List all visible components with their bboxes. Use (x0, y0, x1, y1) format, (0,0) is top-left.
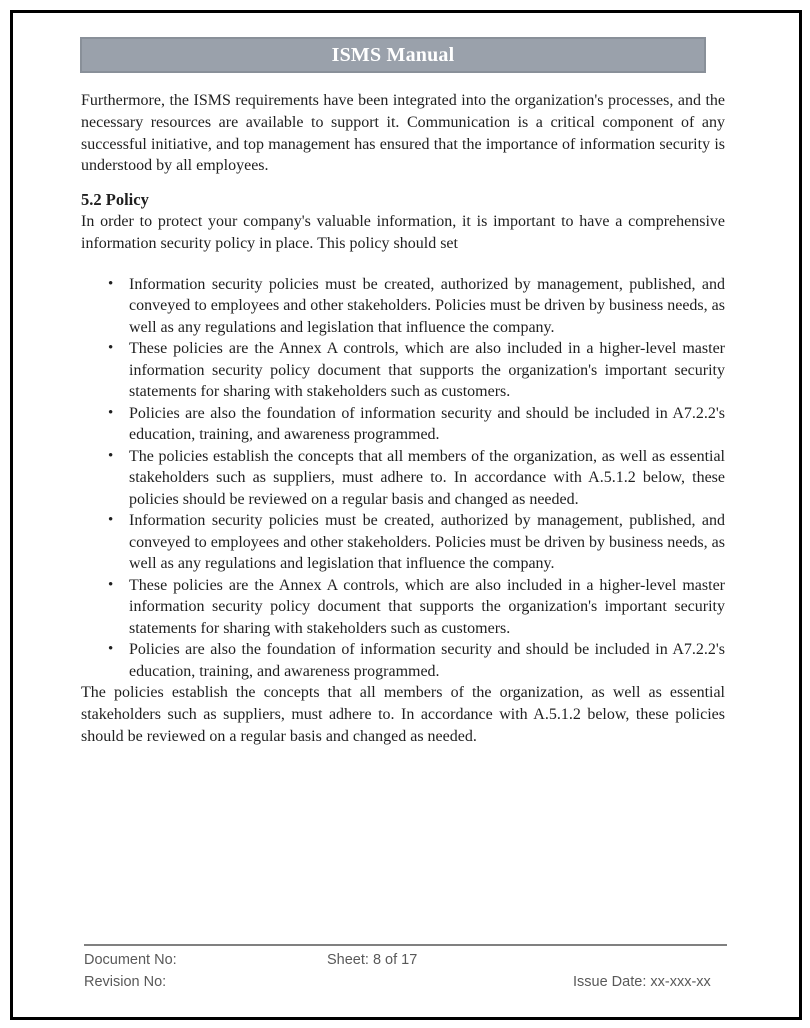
footer-spacer (573, 949, 727, 971)
bullet-icon: • (108, 340, 114, 357)
bullet-icon: • (108, 275, 114, 292)
title-banner (80, 37, 706, 73)
bullet-text: These policies are the Annex A controls, which are also included in a higher-level master information security policy document that supports the organization's important security statements for sharing with stakeholders such as customers. (129, 340, 725, 401)
policy-bullet-item (81, 510, 725, 575)
bullet-icon: • (108, 404, 114, 421)
bullet-text: The policies establish the concepts that all members of the organization, as well as essential stakeholders such as suppliers, must adhere to. In accordance with A.5.1.2 below, these policies should be reviewed on a regular basis and changed as needed. (129, 447, 725, 508)
issue-date-label: Issue Date: xx-xxx-xx (573, 974, 711, 990)
bullet-text: These policies are the Annex A controls, which are also included in a higher-level master information security policy document that supports the organization's important security statements for sharing with stakeholders such as customers. (129, 576, 725, 637)
bullet-text: Policies are also the foundation of information security and should be included in A7.2.2's education, training, and awareness programmed. (129, 404, 725, 444)
document-no-label: Document No: (84, 952, 177, 968)
closing-paragraph: The policies establish the concepts that all members of the organization, as well as essential stakeholders such as suppliers, must adhere to. In accordance with A.5.1.2 below, these policies should be reviewed on a regular basis and changed as needed. (81, 684, 725, 745)
policy-bullet-item (81, 338, 725, 403)
document-title: ISMS Manual (331, 43, 455, 66)
revision-no-label: Revision No: (84, 974, 167, 990)
policy-bullet-item (81, 274, 725, 339)
policy-intro-paragraph: In order to protect your company's valuable information, it is important to have a comprehensive information security policy in place. This policy should set (81, 213, 725, 252)
document-body (81, 90, 725, 748)
footer-row-2 (84, 971, 727, 993)
intro-paragraph: Furthermore, the ISMS requirements have been integrated into the organization's processes, and the necessary resources are available to support it. Communication is a critical component of any successful initiative, and top management has ensured that the importance of information security is understood by all employees. (81, 92, 725, 175)
bullet-icon: • (108, 576, 114, 593)
footer-spacer (327, 971, 573, 993)
bullet-text: Information security policies must be created, authorized by management, published, and conveyed to employees and other stakeholders. Policies must be driven by business needs, as well as any regulations and legislation that influence the company. (129, 275, 725, 336)
policy-bullet-list (81, 274, 725, 683)
policy-bullet-item (81, 575, 725, 640)
bullet-icon: • (108, 447, 114, 464)
sheet-number-label: Sheet: 8 of 17 (327, 952, 418, 968)
policy-bullet-item (81, 403, 725, 446)
bullet-text: Policies are also the foundation of information security and should be included in A7.2.2's education, training, and awareness programmed. (129, 641, 725, 680)
footer-row-1 (84, 949, 727, 971)
policy-bullet-item (81, 639, 725, 682)
page-footer (84, 944, 727, 993)
bullet-icon: • (108, 641, 114, 658)
policy-bullet-item (81, 446, 725, 511)
bullet-icon: • (108, 512, 114, 529)
bullet-text: Information security policies must be created, authorized by management, published, and conveyed to employees and other stakeholders. Policies must be driven by business needs, as well as any regulations and legislation that influence the company. (129, 512, 725, 573)
section-heading-5-2-policy: 5.2 Policy (81, 190, 149, 210)
